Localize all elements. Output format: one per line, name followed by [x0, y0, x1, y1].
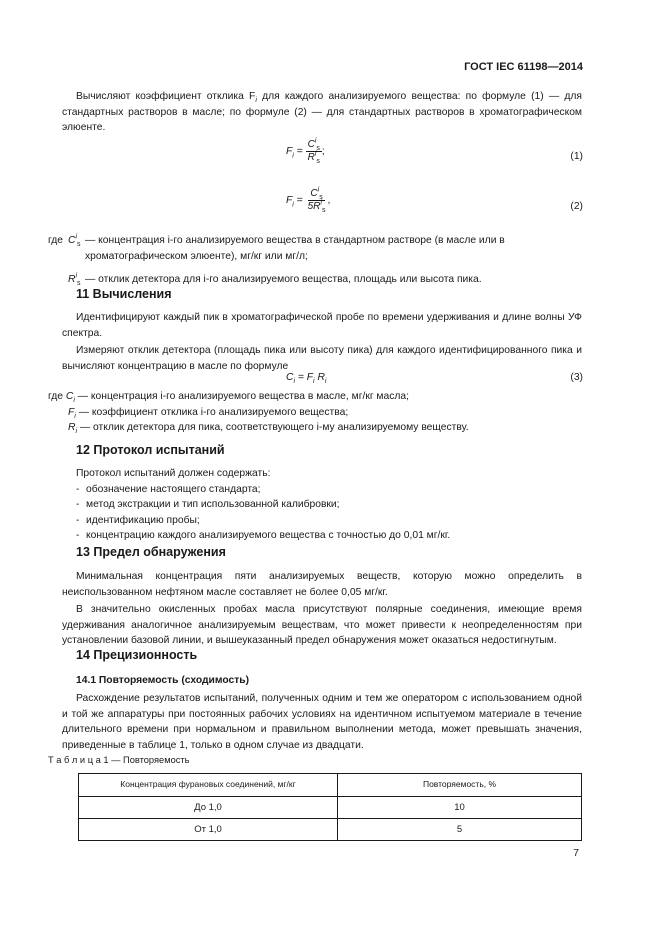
formula-2-number: (2): [570, 201, 583, 212]
section-13-title: 13 Предел обнаружения: [76, 545, 226, 559]
where-block-1: где $C^i_s$ — концентрация i-го анализируемого вещества в стандартном растворе (в масле или в хроматографическом элюенте), мг/кг или мг/л; $R^i_s$ — отклик детектора для i-го анализируемого вещества, площадь или высота пика.: [48, 233, 505, 288]
section-11-body: Идентифицируют каждый пик в хроматографической пробе по времени удерживания и длине волны УФ спектра. Измеряют отклик детектора (площадь пика или высоту пика) для каждого идентифицированного пика и вычисляют концентрацию в масле по формуле: [62, 312, 582, 372]
table-cell: 5: [338, 819, 582, 841]
formula-1: $F_i$ = $\frac{C^i_s}{R^i_s}$ ;: [286, 137, 325, 165]
table-header-cell: Повторяемость, %: [338, 774, 582, 797]
section-12-body: Протокол испытаний должен содержать: - обозначение настоящего стандарта; - метод экстракции и тип использованной калибровки; - идентификацию пробы; - концентрацию каждого анализируемого вещества с точностью до 0,01 мг/кг.: [76, 466, 582, 544]
document-id: ГОСТ IEC 61198—2014: [464, 61, 583, 73]
table-header-row: [79, 774, 582, 797]
list-item: - обозначение настоящего стандарта;: [76, 483, 261, 495]
formula-1-fraction: $\frac{C^i_s}{R^i_s}$: [307, 137, 320, 165]
page-number: 7: [573, 848, 579, 859]
section-14-1-title: 14.1 Повторяемость (сходимость): [76, 675, 250, 686]
section-14-1-body: Расхождение результатов испытаний, полученных одним и тем же оператором с использованием одной и той же аппаратуры при постоянных рабочих условиях на идентичном испытуемом материале в течение длительного времени при нормальном и правильном выполнении метода, может превышать значения, приведенные в таблице 1, только в одном случае из двадцати.: [62, 693, 582, 751]
table-caption: Т а б л и ц а 1 — Повторяемость: [48, 755, 190, 765]
formula-2-fraction: $\frac{C^i_s}{5R^i_s}$: [307, 186, 326, 214]
list-item: - концентрацию каждого анализируемого вещества с точностью до 0,01 мг/кг.: [76, 530, 451, 541]
table-cell: До 1,0: [79, 797, 338, 819]
table-header-cell: Концентрация фурановых соединений, мг/кг: [79, 774, 338, 797]
repeatability-table: [78, 773, 582, 841]
table-cell: 10: [338, 797, 582, 819]
formula-2: $F_i$ = $\frac{C^i_s}{5R^i_s}$ ,: [286, 186, 331, 214]
section-13-body: Минимальная концентрация пяти анализируемых веществ, которую можно определить в неиспользованном нефтяном масле составляет не более 0,05 мг/кг. В значительно окисленных пробах масла присутствуют полярные соединения, имеющие время удерживания аналогичное анализируемым веществам, что может привести к неопределенностям при установлении базовой линии, и вышеуказанный предел обнаружения может оказаться недостигнутым.: [62, 571, 582, 646]
formula-3-number: (3): [570, 372, 583, 383]
table-row: [79, 819, 582, 841]
formula-1-number: (1): [570, 151, 583, 162]
where-block-2: где $C_i$ — концентрация i-го анализируемого вещества в масле, мг/кг масла; $F_i$ — коэффициент отклика i-го анализируемого вещества; $R_i$ — отклик детектора для пика, соответствующего i-му анализируемому веществу.: [48, 391, 469, 436]
intro-paragraph: Вычисляют коэффициент отклика $F_i$ для каждого анализируемого вещества: по формуле (1) — для стандартных растворов в масле; по формуле (2) — для стандартных растворов в хроматографическом элюенте.: [62, 91, 582, 133]
list-item: - метод экстракции и тип использованной калибровки;: [76, 499, 340, 510]
section-11-title: 11 Вычисления: [76, 287, 172, 301]
list-item: - идентификацию пробы;: [76, 514, 200, 526]
section-14-title: 14 Прецизионность: [76, 648, 198, 662]
table-cell: От 1,0: [79, 819, 338, 841]
formula-3: $C_i = F_i$ $R_i$: [286, 372, 327, 386]
table-row: [79, 797, 582, 819]
section-12-title: 12 Протокол испытаний: [76, 443, 225, 457]
